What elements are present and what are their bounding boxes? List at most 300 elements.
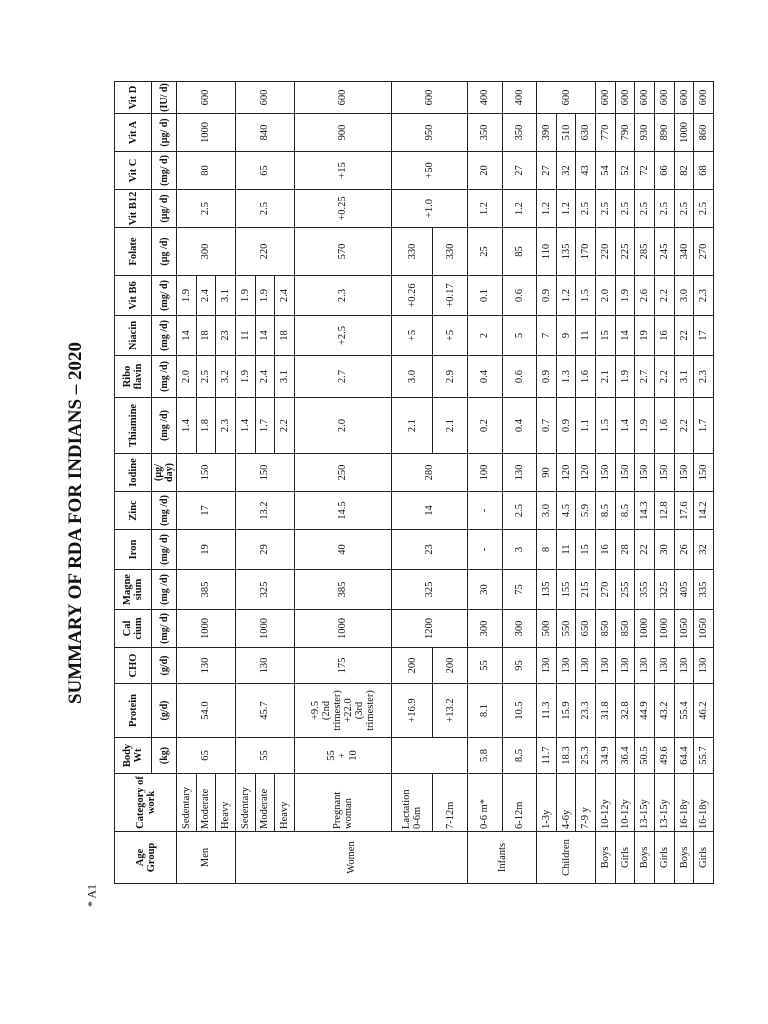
category-cell: Sedentary [177, 774, 197, 832]
header-vit-b12: Vit B12 [115, 190, 152, 228]
zinc-cell: 12.8 [655, 492, 675, 530]
protein-cell: 10.5 [502, 684, 537, 738]
calcium-cell: 300 [467, 610, 502, 648]
header-vit-a: Vit A [115, 114, 152, 152]
body-wt-cell: 5.8 [467, 738, 502, 774]
table-row [235, 82, 255, 884]
unit-iron: (mg/ d) [152, 530, 177, 570]
riboflavin-cell: 2.7 [635, 356, 655, 398]
riboflavin-cell: 2.1 [596, 356, 616, 398]
folate-cell: 25 [467, 228, 502, 276]
category-cell: Heavy [275, 774, 295, 832]
riboflavin-cell: 0.6 [502, 356, 537, 398]
header-thiamine: Thiamine [115, 398, 152, 454]
table-row [596, 82, 616, 884]
iodine-cell: 150 [655, 454, 675, 492]
header-vit-d: Vit D [115, 82, 152, 114]
zinc-cell: 8.5 [596, 492, 616, 530]
table-row [502, 82, 537, 884]
riboflavin-cell: 1.9 [615, 356, 635, 398]
category-cell: 6-12m [502, 774, 537, 832]
body-wt-cell: 55.7 [694, 738, 714, 774]
cho-cell: 55 [467, 648, 502, 684]
thiamine-cell: 2.1 [391, 398, 433, 454]
magnesium-cell: 325 [655, 570, 675, 610]
riboflavin-cell: 2.9 [433, 356, 468, 398]
category-cell: 13-15y [635, 774, 655, 832]
iodine-cell: 130 [502, 454, 537, 492]
protein-cell: 45.7 [235, 684, 294, 738]
niacin-cell: +2.5 [294, 316, 391, 356]
vit-a-cell: 900 [294, 114, 391, 152]
age-group-cell: Women [235, 832, 467, 884]
unit-riboflavin: (mg /d) [152, 356, 177, 398]
magnesium-cell: 325 [235, 570, 294, 610]
header-vit-c: Vit C [115, 152, 152, 190]
body-wt-cell: 65 [177, 738, 236, 774]
calcium-cell: 500 [537, 610, 557, 648]
cho-cell: 200 [391, 648, 433, 684]
age-group-cell: Girls [694, 832, 714, 884]
iodine-cell: 150 [596, 454, 616, 492]
rda-table [114, 81, 714, 884]
header-calcium: Cal cium [115, 610, 152, 648]
vit-d-cell: 600 [294, 82, 391, 114]
unit-vit-b12: (µg/ d) [152, 190, 177, 228]
unit-thiamine: (mg /d) [152, 398, 177, 454]
category-cell: 1-3y [537, 774, 557, 832]
body-wt-cell: 8.5 [502, 738, 537, 774]
magnesium-cell: 385 [294, 570, 391, 610]
folate-cell: 270 [694, 228, 714, 276]
vit-b12-cell: 1.2 [537, 190, 557, 228]
vit-d-cell: 600 [537, 82, 596, 114]
category-cell: Lactation 0-6m [391, 774, 433, 832]
riboflavin-cell: 2.5 [196, 356, 216, 398]
unit-cho: (g/d) [152, 648, 177, 684]
thiamine-cell: 1.6 [655, 398, 675, 454]
category-cell: 4-6y [556, 774, 576, 832]
vit-b6-cell: 3.0 [674, 276, 694, 316]
niacin-cell: 23 [216, 316, 236, 356]
folate-cell: 570 [294, 228, 391, 276]
zinc-cell: 14 [391, 492, 467, 530]
niacin-cell: 16 [655, 316, 675, 356]
vit-c-cell: 82 [674, 152, 694, 190]
magnesium-cell: 270 [596, 570, 616, 610]
vit-c-cell: +50 [391, 152, 467, 190]
vit-b12-cell: 1.2 [467, 190, 502, 228]
cho-cell: 130 [596, 648, 616, 684]
folate-cell: 330 [433, 228, 468, 276]
protein-cell: 15.9 [556, 684, 576, 738]
niacin-cell: 14 [615, 316, 635, 356]
table-row [537, 82, 557, 884]
thiamine-cell: 2.2 [275, 398, 295, 454]
vit-d-cell: 600 [615, 82, 635, 114]
vit-d-cell: 600 [635, 82, 655, 114]
cho-cell: 200 [433, 648, 468, 684]
zinc-cell: 14.3 [635, 492, 655, 530]
vit-d-cell: 600 [235, 82, 294, 114]
table-row [674, 82, 694, 884]
vit-c-cell: 80 [177, 152, 236, 190]
riboflavin-cell: 2.4 [255, 356, 275, 398]
cho-cell: 130 [694, 648, 714, 684]
vit-c-cell: 27 [537, 152, 557, 190]
vit-b6-cell: 1.2 [556, 276, 576, 316]
cho-cell: 130 [235, 648, 294, 684]
riboflavin-cell: 2.3 [694, 356, 714, 398]
zinc-cell: - [467, 492, 502, 530]
category-cell: 13-15y [655, 774, 675, 832]
body-wt-cell [391, 738, 467, 774]
vit-b6-cell: +0.26 [391, 276, 433, 316]
protein-cell: 11.3 [537, 684, 557, 738]
iron-cell: 19 [177, 530, 236, 570]
vit-b12-cell: 2.5 [655, 190, 675, 228]
protein-cell: 55.4 [674, 684, 694, 738]
iodine-cell: 120 [556, 454, 576, 492]
thiamine-cell: 0.2 [467, 398, 502, 454]
unit-zinc: (mg /d) [152, 492, 177, 530]
vit-c-cell: 43 [576, 152, 596, 190]
unit-body-wt: (kg) [152, 738, 177, 774]
iodine-cell: 150 [674, 454, 694, 492]
category-cell: 16-18y [674, 774, 694, 832]
thiamine-cell: 1.4 [177, 398, 197, 454]
thiamine-cell: 2.0 [294, 398, 391, 454]
table-row [467, 82, 502, 884]
vit-b12-cell: +0.25 [294, 190, 391, 228]
calcium-cell: 850 [596, 610, 616, 648]
cho-cell: 130 [674, 648, 694, 684]
calcium-cell: 550 [556, 610, 576, 648]
header-magnesium: Magne sium [115, 570, 152, 610]
table-row [655, 82, 675, 884]
zinc-cell: 17.6 [674, 492, 694, 530]
thiamine-cell: 1.4 [235, 398, 255, 454]
header-iodine: Iodine [115, 454, 152, 492]
vit-c-cell: 72 [635, 152, 655, 190]
category-cell: Heavy [216, 774, 236, 832]
protein-cell: 8.1 [467, 684, 502, 738]
protein-cell: 54.0 [177, 684, 236, 738]
iron-cell: 8 [537, 530, 557, 570]
adolescent-rows [596, 82, 714, 884]
calcium-cell: 1000 [235, 610, 294, 648]
vit-b6-cell: 1.9 [235, 276, 255, 316]
header-cho: CHO [115, 648, 152, 684]
table-row [635, 82, 655, 884]
vit-d-cell: 600 [391, 82, 467, 114]
body-wt-cell: 55 [235, 738, 294, 774]
calcium-cell: 650 [576, 610, 596, 648]
iodine-cell: 250 [294, 454, 391, 492]
table-row [177, 82, 197, 884]
vit-c-cell: 54 [596, 152, 616, 190]
thiamine-cell: 1.5 [596, 398, 616, 454]
age-group-cell: Boys [596, 832, 616, 884]
vit-b12-cell: 2.5 [694, 190, 714, 228]
thiamine-cell: 2.2 [674, 398, 694, 454]
vit-b6-cell: 1.9 [177, 276, 197, 316]
vit-d-cell: 400 [502, 82, 537, 114]
riboflavin-cell: 3.2 [216, 356, 236, 398]
magnesium-cell: 215 [576, 570, 596, 610]
zinc-cell: 4.5 [556, 492, 576, 530]
category-cell: 10-12y [596, 774, 616, 832]
page-title: SUMMARY OF RDA FOR INDIANS – 2020 [65, 341, 86, 705]
table-row [576, 82, 596, 884]
calcium-cell: 1000 [177, 610, 236, 648]
magnesium-cell: 30 [467, 570, 502, 610]
niacin-cell: 22 [674, 316, 694, 356]
iodine-cell: 120 [576, 454, 596, 492]
iodine-cell: 150 [635, 454, 655, 492]
iron-cell: 26 [674, 530, 694, 570]
thiamine-cell: 0.4 [502, 398, 537, 454]
vit-d-cell: 600 [694, 82, 714, 114]
iron-cell: 29 [235, 530, 294, 570]
niacin-cell: 18 [275, 316, 295, 356]
protein-cell: +9.5 (2nd trimester) +22.0 (3rd trimester) [294, 684, 391, 738]
vit-a-cell: 840 [235, 114, 294, 152]
header-riboflavin: Ribo flavin [115, 356, 152, 398]
zinc-cell: 14.2 [694, 492, 714, 530]
riboflavin-cell: 3.0 [391, 356, 433, 398]
vit-a-cell: 770 [596, 114, 616, 152]
vit-c-cell: 27 [502, 152, 537, 190]
protein-cell: 43.2 [655, 684, 675, 738]
calcium-cell: 1050 [694, 610, 714, 648]
riboflavin-cell: 3.1 [275, 356, 295, 398]
unit-magnesium: (mg /d) [152, 570, 177, 610]
body-wt-cell: 50.5 [635, 738, 655, 774]
vit-d-cell: 600 [655, 82, 675, 114]
footnote: * A1 [84, 884, 99, 908]
niacin-cell: 18 [196, 316, 216, 356]
riboflavin-cell: 1.3 [556, 356, 576, 398]
age-group-cell: Men [177, 832, 236, 884]
vit-a-cell: 860 [694, 114, 714, 152]
unit-vit-b6: (mg/ d) [152, 276, 177, 316]
iodine-cell: 150 [235, 454, 294, 492]
thiamine-cell: 1.9 [635, 398, 655, 454]
cho-cell: 130 [177, 648, 236, 684]
niacin-cell: 11 [576, 316, 596, 356]
vit-c-cell: 68 [694, 152, 714, 190]
cho-cell: 130 [556, 648, 576, 684]
category-cell: Moderate [255, 774, 275, 832]
folate-cell: 300 [177, 228, 236, 276]
vit-a-cell: 950 [391, 114, 467, 152]
calcium-cell: 1000 [294, 610, 391, 648]
vit-a-cell: 630 [576, 114, 596, 152]
riboflavin-cell: 1.6 [576, 356, 596, 398]
iron-cell: 30 [655, 530, 675, 570]
niacin-cell: +5 [433, 316, 468, 356]
calcium-cell: 300 [502, 610, 537, 648]
header-body-wt: Body Wt [115, 738, 152, 774]
category-cell: Pregnant woman [294, 774, 391, 832]
thiamine-cell: 2.1 [433, 398, 468, 454]
riboflavin-cell: 2.2 [655, 356, 675, 398]
zinc-cell: 13.2 [235, 492, 294, 530]
category-cell: 7-12m [433, 774, 468, 832]
vit-b12-cell: 2.5 [635, 190, 655, 228]
niacin-cell: 5 [502, 316, 537, 356]
table-row [294, 82, 391, 884]
protein-cell: 46.2 [694, 684, 714, 738]
calcium-cell: 1000 [655, 610, 675, 648]
vit-b6-cell: 2.0 [596, 276, 616, 316]
vit-a-cell: 930 [635, 114, 655, 152]
vit-b6-cell: 1.9 [255, 276, 275, 316]
thiamine-cell: 1.8 [196, 398, 216, 454]
vit-b12-cell: 1.2 [556, 190, 576, 228]
riboflavin-cell: 3.1 [674, 356, 694, 398]
iron-cell: 15 [576, 530, 596, 570]
calcium-cell: 1050 [674, 610, 694, 648]
magnesium-cell: 135 [537, 570, 557, 610]
vit-b12-cell: 2.5 [576, 190, 596, 228]
iron-cell: 40 [294, 530, 391, 570]
age-group-cell: Infants [467, 832, 536, 884]
age-group-cell: Girls [655, 832, 675, 884]
calcium-cell: 1200 [391, 610, 467, 648]
protein-cell: 32.8 [615, 684, 635, 738]
vit-b6-cell: 2.4 [275, 276, 295, 316]
table-container [114, 83, 714, 884]
body-wt-cell: 18.3 [556, 738, 576, 774]
table-row [391, 82, 433, 884]
units-row [152, 82, 177, 884]
table-row [694, 82, 714, 884]
vit-a-cell: 790 [615, 114, 635, 152]
thiamine-cell: 1.7 [694, 398, 714, 454]
vit-b6-cell: 1.5 [576, 276, 596, 316]
niacin-cell: 15 [596, 316, 616, 356]
category-cell: 7-9 y [576, 774, 596, 832]
magnesium-cell: 255 [615, 570, 635, 610]
thiamine-cell: 1.1 [576, 398, 596, 454]
vit-d-cell: 400 [467, 82, 502, 114]
vit-c-cell: 52 [615, 152, 635, 190]
cho-cell: 130 [576, 648, 596, 684]
thiamine-cell: 2.3 [216, 398, 236, 454]
folate-cell: 330 [391, 228, 433, 276]
header-niacin: Niacin [115, 316, 152, 356]
vit-b6-cell: 2.4 [196, 276, 216, 316]
folate-cell: 220 [235, 228, 294, 276]
cho-cell: 130 [615, 648, 635, 684]
body-wt-cell: 64.4 [674, 738, 694, 774]
thiamine-cell: 1.7 [255, 398, 275, 454]
vit-b6-cell: 0.6 [502, 276, 537, 316]
vit-a-cell: 1000 [177, 114, 236, 152]
iron-cell: 32 [694, 530, 714, 570]
vit-b6-cell: 3.1 [216, 276, 236, 316]
vit-b12-cell: +1.0 [391, 190, 467, 228]
protein-cell: 31.8 [596, 684, 616, 738]
zinc-cell: 14.5 [294, 492, 391, 530]
zinc-cell: 2.5 [502, 492, 537, 530]
vit-b6-cell: +0.17 [433, 276, 468, 316]
vit-d-cell: 600 [177, 82, 236, 114]
table-row [556, 82, 576, 884]
niacin-cell: 9 [556, 316, 576, 356]
iodine-cell: 150 [177, 454, 236, 492]
iron-cell: 22 [635, 530, 655, 570]
thiamine-cell: 0.9 [556, 398, 576, 454]
thiamine-cell: 0.7 [537, 398, 557, 454]
header-category: Category of work [115, 774, 177, 832]
unit-vit-a: (µg/ d) [152, 114, 177, 152]
vit-b6-cell: 1.9 [615, 276, 635, 316]
magnesium-cell: 75 [502, 570, 537, 610]
calcium-cell: 850 [615, 610, 635, 648]
zinc-cell: 17 [177, 492, 236, 530]
riboflavin-cell: 2.0 [177, 356, 197, 398]
magnesium-cell: 405 [674, 570, 694, 610]
vit-d-cell: 600 [596, 82, 616, 114]
iron-cell: 3 [502, 530, 537, 570]
thiamine-cell: 1.4 [615, 398, 635, 454]
magnesium-cell: 355 [635, 570, 655, 610]
iron-cell: 16 [596, 530, 616, 570]
magnesium-cell: 335 [694, 570, 714, 610]
body-wt-cell: 25.3 [576, 738, 596, 774]
vit-a-cell: 510 [556, 114, 576, 152]
vit-a-cell: 390 [537, 114, 557, 152]
iodine-cell: 150 [694, 454, 714, 492]
iodine-cell: 90 [537, 454, 557, 492]
folate-cell: 245 [655, 228, 675, 276]
header-protein: Protein [115, 684, 152, 738]
vit-c-cell: 32 [556, 152, 576, 190]
protein-cell: +13.2 [433, 684, 468, 738]
vit-c-cell: 65 [235, 152, 294, 190]
vit-b12-cell: 1.2 [502, 190, 537, 228]
niacin-cell: 2 [467, 316, 502, 356]
folate-cell: 225 [615, 228, 635, 276]
cho-cell: 175 [294, 648, 391, 684]
vit-c-cell: 20 [467, 152, 502, 190]
niacin-cell: 17 [694, 316, 714, 356]
header-iron: Iron [115, 530, 152, 570]
folate-cell: 135 [556, 228, 576, 276]
vit-b6-cell: 2.3 [694, 276, 714, 316]
niacin-cell: +5 [391, 316, 433, 356]
category-cell: Sedentary [235, 774, 255, 832]
niacin-cell: 14 [255, 316, 275, 356]
category-cell: Moderate [196, 774, 216, 832]
body-wt-cell: 34.9 [596, 738, 616, 774]
header-age-group: Age Group [115, 832, 177, 884]
riboflavin-cell: 0.9 [537, 356, 557, 398]
magnesium-cell: 155 [556, 570, 576, 610]
vit-b12-cell: 2.5 [674, 190, 694, 228]
niacin-cell: 11 [235, 316, 255, 356]
zinc-cell: 8.5 [615, 492, 635, 530]
vit-b6-cell: 2.2 [655, 276, 675, 316]
vit-b6-cell: 0.1 [467, 276, 502, 316]
magnesium-cell: 325 [391, 570, 467, 610]
vit-c-cell: 66 [655, 152, 675, 190]
protein-cell: 44.9 [635, 684, 655, 738]
iron-cell: - [467, 530, 502, 570]
